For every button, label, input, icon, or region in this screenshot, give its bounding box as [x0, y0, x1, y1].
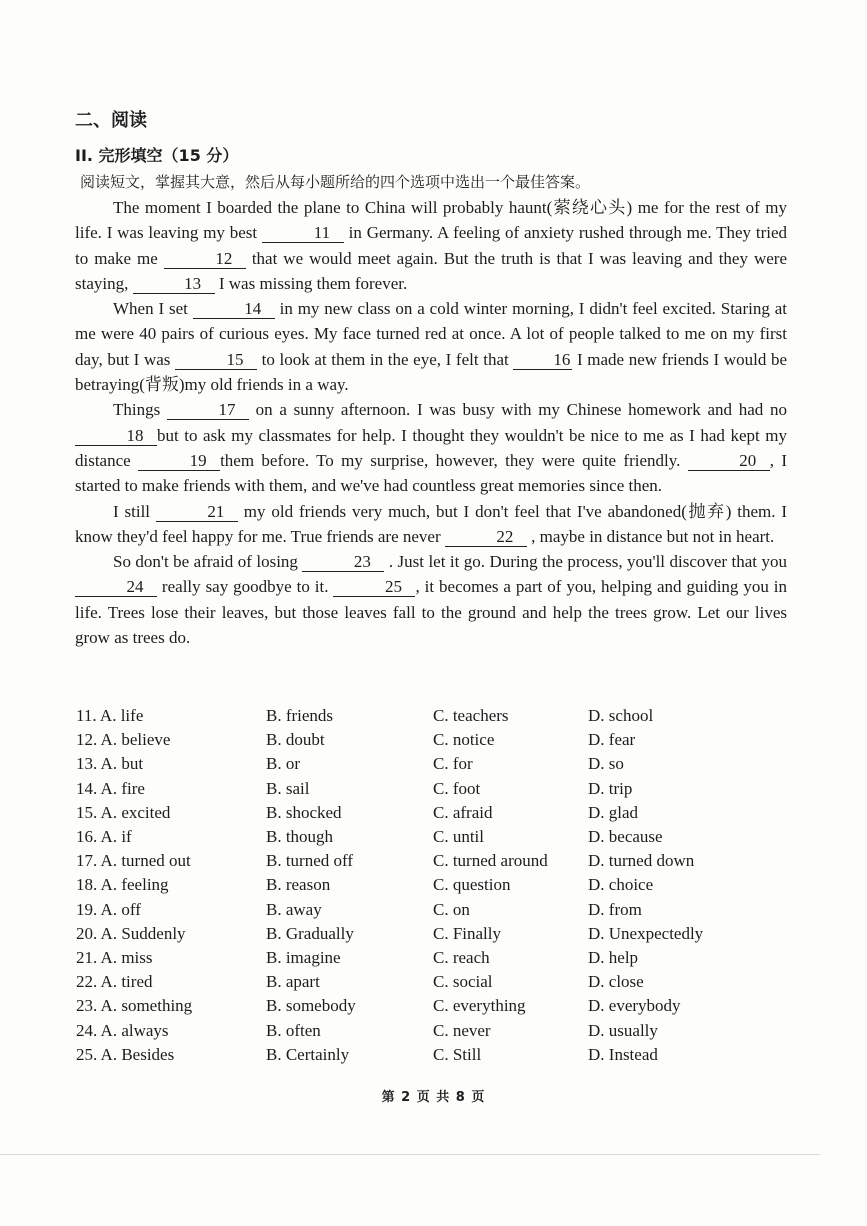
cloze-passage	[75, 195, 787, 650]
option-row-24	[76, 1018, 796, 1042]
blank-23: 23	[302, 553, 384, 572]
passage-text: The moment I boarded the plane to China will probably haunt(萦绕心头) me for the rest of my life. I was leaving my best	[75, 198, 787, 243]
paragraph-4	[75, 499, 787, 550]
option-row-12	[76, 728, 796, 752]
option-row-13	[76, 752, 796, 776]
passage-text: , maybe in distance but not in heart.	[526, 526, 775, 546]
option-b: B. Gradually	[266, 923, 354, 943]
paragraph-2	[75, 296, 787, 397]
option-row-23	[76, 994, 796, 1018]
blank-18: 18	[75, 427, 157, 446]
option-d: D. trip	[588, 778, 633, 798]
subsection-title: II. 完形填空（15 分）	[75, 146, 239, 165]
option-c: C. on	[433, 899, 470, 919]
passage-text: When I set	[113, 299, 193, 319]
option-b: B. Certainly	[266, 1044, 350, 1064]
option-c: C. reach	[433, 947, 490, 967]
option-d: D. Instead	[588, 1044, 658, 1064]
option-c: C. everything	[433, 996, 526, 1016]
option-b: B. reason	[266, 875, 331, 895]
blank-25: 25	[333, 578, 415, 597]
option-b: B. somebody	[266, 996, 356, 1016]
passage-text: , it becomes a part of you, helping and guiding you in life. Trees lose their leaves, but those leaves fall to the ground and help the trees grow. Let our lives grow as trees do.	[75, 577, 788, 648]
option-row-16	[76, 825, 796, 849]
passage-text: to look at them in the eye, I felt that	[257, 349, 514, 369]
option-d: D. everybody	[588, 996, 681, 1016]
option-row-21	[76, 946, 796, 970]
passage-text: my old friends very much, but I don't feel that I've abandoned(抛弃) them. I know they'd feel happy for me. True friends are never	[75, 501, 787, 546]
passage-text: but to ask my classmates for help. I thought they wouldn't be nice to me as I had kept my distance	[75, 425, 787, 470]
option-d: D. from	[588, 899, 642, 919]
paragraph-1	[75, 195, 787, 296]
option-b: B. often	[266, 1020, 321, 1040]
option-a: 22. A. tired	[76, 972, 153, 992]
option-d: D. fear	[588, 730, 636, 750]
option-a: 13. A. but	[76, 754, 144, 774]
option-c: C. social	[433, 972, 493, 992]
page-footer: 第 2 页 共 8 页	[381, 1090, 486, 1105]
blank-16: 16	[513, 351, 572, 370]
passage-text: that we would meet again. But the truth is that I was leaving and they were staying,	[75, 248, 787, 293]
option-row-19	[76, 898, 796, 922]
option-d: D. glad	[588, 802, 639, 822]
option-b: B. sail	[266, 778, 310, 798]
blank-19: 19	[138, 452, 220, 471]
passage-text: in my new class on a cold winter morning, I didn't feel excited. Staring at me were 40 pairs of curious eyes. My face turned red at once. A lot of people talked to me on my first day, but I was	[75, 299, 787, 369]
scan-edge-divider	[0, 1154, 820, 1155]
option-b: B. shocked	[266, 802, 342, 822]
passage-text: So don't be afraid of losing	[113, 552, 303, 572]
passage-text: I was missing them forever.	[214, 273, 408, 293]
blank-15: 15	[175, 351, 257, 370]
option-row-11	[76, 704, 796, 728]
paragraph-5	[75, 549, 787, 650]
passage-text: in Germany. A feeling of anxiety rushed through me. They tried to make me	[75, 223, 787, 268]
option-a: 21. A. miss	[76, 947, 153, 967]
option-d: D. so	[588, 754, 624, 774]
blank-11: 11	[262, 224, 344, 243]
option-c: C. turned around	[433, 851, 548, 871]
option-a: 25. A. Besides	[76, 1044, 175, 1064]
option-a: 12. A. believe	[76, 730, 171, 750]
option-a: 23. A. something	[76, 996, 193, 1016]
blank-17: 17	[167, 401, 249, 420]
option-a: 18. A. feeling	[76, 875, 169, 895]
passage-text: I made new friends I would be betraying(背叛)my old friends in a way.	[75, 349, 787, 395]
passage-text: really say goodbye to it.	[157, 577, 334, 597]
option-b: B. imagine	[266, 947, 341, 967]
option-d: D. help	[588, 947, 639, 967]
section-title: 二、阅读	[75, 110, 147, 131]
passage-text: on a sunny afternoon. I was busy with my Chinese homework and had no	[248, 400, 787, 420]
option-d: D. usually	[588, 1020, 658, 1040]
option-a: 17. A. turned out	[76, 851, 191, 871]
option-c: C. Finally	[433, 923, 502, 943]
option-d: D. because	[588, 827, 663, 847]
option-c: C. foot	[433, 778, 481, 798]
blank-14: 14	[193, 300, 275, 319]
option-d: D. Unexpectedly	[588, 923, 704, 943]
option-b: B. turned off	[266, 851, 354, 871]
option-d: D. turned down	[588, 851, 695, 871]
option-b: B. doubt	[266, 730, 325, 750]
option-row-20	[76, 922, 796, 946]
option-row-22	[76, 970, 796, 994]
option-c: C. teachers	[433, 706, 509, 726]
option-b: B. apart	[266, 972, 320, 992]
passage-text: Things	[113, 400, 167, 420]
option-row-17	[76, 849, 796, 873]
option-c: C. for	[433, 754, 473, 774]
passage-text: , I started to make friends with them, and we've had countless great memories since then.	[75, 450, 788, 496]
answer-options	[76, 704, 796, 1067]
option-a: 11. A. life	[76, 706, 144, 726]
option-b: B. though	[266, 827, 334, 847]
option-b: B. or	[266, 754, 300, 774]
passage-text: them before. To my surprise, however, they were quite friendly.	[220, 450, 688, 470]
blank-20: 20	[688, 452, 770, 471]
option-d: D. close	[588, 972, 644, 992]
option-d: D. choice	[588, 875, 654, 895]
passage-text: I still	[113, 501, 156, 521]
option-c: C. afraid	[433, 802, 493, 822]
option-b: B. friends	[266, 706, 334, 726]
option-a: 19. A. off	[76, 899, 141, 919]
option-a: 20. A. Suddenly	[76, 923, 186, 943]
option-b: B. away	[266, 899, 322, 919]
option-c: C. notice	[433, 730, 495, 750]
option-row-18	[76, 873, 796, 897]
option-c: C. until	[433, 827, 485, 847]
option-c: C. never	[433, 1020, 491, 1040]
option-row-14	[76, 777, 796, 801]
passage-text: . Just let it go. During the process, you'll discover that you	[384, 552, 787, 572]
blank-24: 24	[75, 578, 157, 597]
blank-21: 21	[156, 503, 238, 522]
option-a: 14. A. fire	[76, 778, 145, 798]
blank-22: 22	[445, 528, 527, 547]
instruction-text: 阅读短文，掌握其大意，然后从每小题所给的四个选项中选出一个最佳答案。	[80, 173, 591, 191]
paragraph-3	[75, 397, 787, 498]
option-a: 15. A. excited	[76, 802, 171, 822]
option-row-15	[76, 801, 796, 825]
option-c: C. Still	[433, 1044, 482, 1064]
option-d: D. school	[588, 706, 654, 726]
blank-13: 13	[133, 275, 215, 294]
option-row-25	[76, 1043, 796, 1067]
option-c: C. question	[433, 875, 511, 895]
option-a: 16. A. if	[76, 827, 132, 847]
option-a: 24. A. always	[76, 1020, 169, 1040]
blank-12: 12	[164, 250, 246, 269]
